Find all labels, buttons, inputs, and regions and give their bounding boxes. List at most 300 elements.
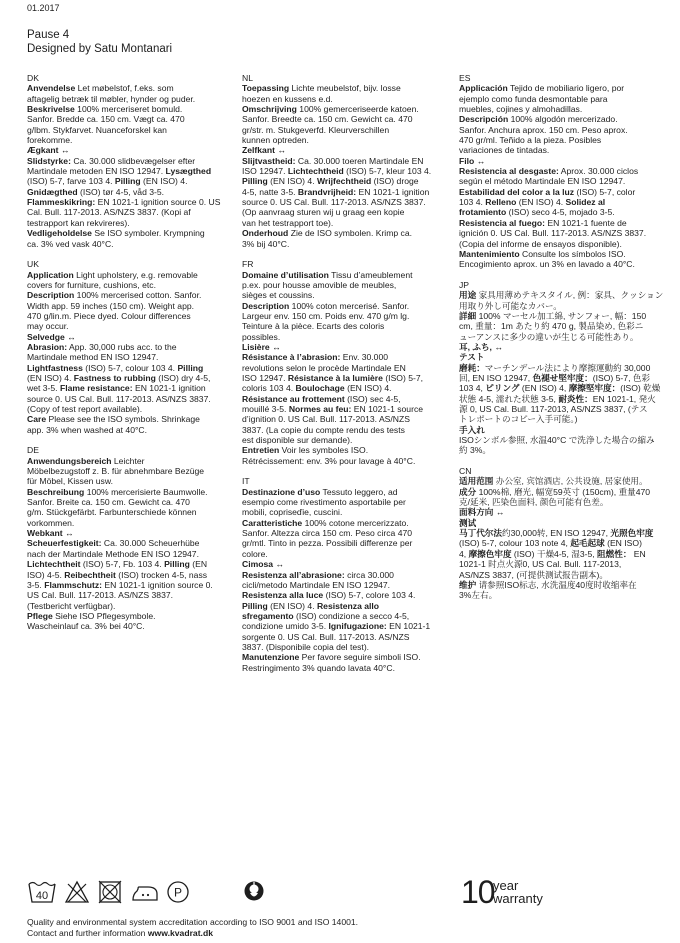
- spec-label: Normes au feu:: [288, 404, 352, 414]
- spec-line: [242, 207, 447, 217]
- spec-text: Sanfor. Breedte ca. 150 cm. Gewicht ca. 470: [242, 114, 413, 125]
- spec-line: [242, 404, 447, 414]
- spec-label: Lightfastness: [27, 362, 83, 373]
- contact-prefix: Contact and further information: [27, 928, 148, 938]
- spec-text: (ISO) 5-7, color: [574, 186, 636, 197]
- spec-label: 测试: [459, 517, 477, 528]
- spec-label: 磨耗：: [459, 362, 485, 373]
- spec-line: [459, 414, 669, 424]
- spec-line: [27, 373, 232, 383]
- eco-certification-icon: [243, 880, 265, 909]
- iron-medium-icon: [130, 880, 160, 909]
- spec-text: (EN ISO) 4.: [140, 176, 188, 187]
- spec-text: mobili, copriseďie, cuscini.: [242, 507, 343, 518]
- spec-line: [242, 104, 447, 114]
- no-bleach-icon: [64, 880, 90, 909]
- spec-line: [459, 425, 669, 435]
- spec-label: ピリング: [485, 383, 520, 394]
- wash-temperature-label: 40: [35, 890, 49, 902]
- spec-text: Tejido de mobiliario ligero, por: [507, 83, 625, 94]
- spec-line: [459, 94, 669, 104]
- spec-text: 100% algodón mercerizado.: [508, 114, 618, 125]
- spec-text: muebles, cojines y almohadillas.: [459, 104, 583, 115]
- website-link[interactable]: www.kvadrat.dk: [147, 928, 213, 938]
- spec-label: 马丁代尔法: [459, 528, 502, 539]
- contact-line: [27, 928, 358, 939]
- spec-text: (ISO) 5-7,: [382, 372, 424, 383]
- spec-line: [27, 590, 232, 600]
- spec-line: [242, 197, 447, 207]
- spec-label: Flammschutz:: [44, 579, 102, 590]
- spec-text: (ISO) 5-7, farve 103 4.: [27, 176, 115, 187]
- spec-label: Ignifugazione:: [328, 621, 387, 632]
- spec-line: [242, 321, 447, 331]
- spec-label: Slijtvastheid:: [242, 155, 296, 166]
- spec-line: [27, 528, 232, 538]
- footer: [27, 917, 358, 939]
- wash-40-icon: [28, 880, 56, 909]
- spec-line: [242, 663, 447, 673]
- spec-text: (ISO) droge: [371, 176, 419, 187]
- spec-line: [459, 197, 669, 207]
- spec-line: [242, 580, 447, 590]
- spec-line: [27, 518, 232, 528]
- spec-line: [27, 239, 232, 249]
- spec-line: [27, 476, 232, 486]
- spec-line: [459, 125, 669, 135]
- spec-text: Restringimento 3% quando lavata 40°C.: [242, 662, 395, 673]
- spec-line: [27, 497, 232, 507]
- spec-label: Mantenimiento: [459, 248, 520, 259]
- spec-line: [242, 373, 447, 383]
- accreditation-note: Quality and environmental system accreditation according to ISO 9001 and ISO 14001.: [27, 917, 359, 927]
- section-it: [242, 476, 447, 673]
- spec-label: Resistencia al fuego:: [459, 217, 545, 228]
- spec-line: [27, 549, 232, 559]
- spec-text: p.ex. pour housse amovible de meubles,: [242, 279, 397, 290]
- spec-line: [459, 228, 669, 238]
- spec-text: 100% mercerised cotton. Sanfor.: [74, 290, 202, 301]
- spec-line: [459, 218, 669, 228]
- spec-label: Solidez al: [565, 197, 606, 208]
- spec-line: [27, 456, 232, 466]
- spec-label: Resistencia al desgaste:: [459, 166, 559, 177]
- spec-text: 3837. (Disponibile copia del test).: [242, 641, 370, 652]
- selvedge-arrow-icon: ↔: [62, 528, 74, 539]
- spec-text: EN 1021-1: [386, 621, 431, 632]
- section-jp: [459, 280, 669, 456]
- spec-label: テスト: [459, 352, 485, 363]
- language-code: CN: [459, 466, 472, 477]
- spec-line: [459, 135, 669, 145]
- spec-text: (ISO) condizione a secco 4-5,: [293, 610, 410, 621]
- spec-text: aftagelig betræk til møbler, hynder og puder.: [27, 93, 196, 104]
- spec-line: [459, 145, 669, 155]
- spec-line: [242, 601, 447, 611]
- spec-line: [459, 176, 669, 186]
- spec-text: Env. 30.000: [340, 352, 389, 363]
- spec-line: [459, 166, 669, 176]
- spec-text: mouillé 3-5.: [242, 404, 289, 414]
- spec-text: variaciones de tintadas.: [459, 145, 550, 156]
- spec-line: [242, 270, 447, 280]
- selvedge-arrow-icon: ↔: [269, 341, 281, 352]
- spec-label: Descripción: [459, 114, 509, 125]
- spec-line: [459, 559, 669, 569]
- spec-text: (EN: [189, 559, 208, 570]
- spec-line: [459, 114, 669, 124]
- selvedge-arrow-icon: ↔: [491, 341, 503, 352]
- spec-text: Cal. Bull. 117-2013. AS/NZS 3837. (Kopi af: [27, 207, 191, 218]
- spec-label: Flame resistance:: [59, 383, 133, 394]
- spec-label: Résistance à l’abrasion:: [242, 352, 341, 363]
- spec-line: [27, 187, 232, 197]
- spec-text: 100% merceriseret bomuld.: [74, 104, 183, 115]
- column-left: [27, 73, 232, 642]
- selvedge-arrow-icon: ↔: [474, 155, 486, 166]
- column-middle: [242, 73, 447, 683]
- spec-text: Sanfor. Bredde ca. 150 cm. Vægt ca. 470: [27, 114, 185, 125]
- spec-line: [27, 197, 232, 207]
- spec-line: [459, 497, 669, 507]
- product-heading: [27, 28, 172, 56]
- spec-text: Martindale method EN ISO 12947.: [27, 352, 159, 363]
- section-de: [27, 445, 232, 631]
- spec-text: coloris 103 4.: [242, 383, 296, 394]
- spec-text: testrapport kan rekvireres).: [27, 217, 130, 228]
- spec-text: sièges et coussins.: [242, 290, 315, 301]
- section-nl: [242, 73, 447, 249]
- spec-text: Light upholstery, e.g. removable: [73, 269, 198, 280]
- spec-label: Ægkant: [27, 145, 59, 156]
- spec-text: 100% mercerisierte Baumwolle.: [84, 486, 208, 497]
- spec-label: Wrijfechtheid: [316, 176, 372, 187]
- spec-label: Vedligeholdelse: [27, 228, 92, 239]
- spec-text: Voir les symboles ISO.: [279, 445, 369, 456]
- spec-label: Pilling: [164, 559, 190, 570]
- spec-text: EN: [631, 548, 646, 559]
- spec-text: Se ISO symboler. Krympning: [91, 228, 205, 239]
- section-cn: [459, 466, 669, 600]
- spec-label: Lichtechtheit: [27, 559, 81, 570]
- spec-label: Webkant: [27, 528, 63, 539]
- spec-line: [27, 559, 232, 569]
- spec-text: (ISO) 5-7, Fb. 103 4.: [80, 559, 165, 570]
- spec-text: Wascheinlauf ca. 3% bei 40°C.: [27, 621, 145, 632]
- spec-text: Please see the ISO symbols. Shrinkage: [46, 414, 200, 425]
- spec-label: 色褪せ堅牢度：: [532, 372, 593, 383]
- spec-label: 手入れ: [459, 424, 485, 435]
- section-dk: [27, 73, 232, 249]
- spec-text: est disponible sur demande).: [242, 435, 353, 446]
- spec-line: [27, 342, 232, 352]
- spec-text: esempio come rivestimento asportabile per: [242, 497, 406, 508]
- selvedge-arrow-icon: ↔: [58, 145, 70, 156]
- spec-line: [242, 497, 447, 507]
- spec-label: Resistenza allo: [316, 600, 380, 611]
- spec-line: [459, 311, 669, 321]
- spec-line: [27, 218, 232, 228]
- spec-line: [459, 187, 669, 197]
- spec-text: Sanfor. Breite ca. 150 cm. Gewicht ca. 470: [27, 497, 190, 508]
- spec-text: ISO) 4-5.: [27, 569, 65, 580]
- spec-line: [459, 363, 669, 373]
- spec-label: Lisière: [242, 341, 270, 352]
- spec-text: EN 1021-1 ignition: [132, 383, 206, 394]
- spec-text: (ISO) 5-7, colore 103 4.: [323, 590, 416, 601]
- spec-text: g/lbm. Stykfarvet. Nuanceforskel kan: [27, 124, 167, 135]
- spec-text: Consulte los símbolos ISO.: [519, 248, 626, 259]
- spec-label: Pilling: [242, 176, 268, 187]
- spec-text: colore.: [242, 548, 268, 559]
- spec-text: (ISO) dry 4-5,: [155, 372, 211, 383]
- spec-label: Beskrivelse: [27, 104, 75, 115]
- spec-line: [27, 404, 232, 414]
- spec-text: Siehe ISO Pflegesymbole.: [52, 610, 156, 621]
- spec-line: [459, 156, 669, 166]
- spec-line: [27, 321, 232, 331]
- spec-text: US Cal. Bull. 117-2013. AS/NZS 3837.: [27, 590, 174, 601]
- spec-text: (EN ISO) 4.: [267, 600, 317, 611]
- spec-line: [27, 383, 232, 393]
- spec-text: 約 3%。: [459, 445, 491, 456]
- spec-text: d’ignition 0. US Cal. Bull. 117-2013. AS/NZS: [242, 414, 410, 425]
- spec-label: 摩擦色牢度: [468, 548, 512, 559]
- section-uk: [27, 259, 232, 435]
- spec-line: [459, 352, 669, 362]
- spec-line: [242, 425, 447, 435]
- spec-line: [459, 249, 669, 259]
- spec-line: [242, 538, 447, 548]
- spec-text: 4-5, natte 3-5.: [242, 186, 298, 197]
- spec-label: 光照色牢度: [610, 528, 654, 539]
- spec-label: Beschreibung: [27, 486, 85, 497]
- spec-text: ignición 0. US Cal. Bull. 117-2013. AS/NZS 3837.: [459, 228, 647, 239]
- spec-line: [242, 114, 447, 124]
- spec-label: Description: [27, 290, 75, 301]
- section-es: [459, 73, 669, 270]
- spec-line: [459, 239, 669, 249]
- selvedge-arrow-icon: ↔: [493, 507, 505, 518]
- spec-label: 起毛起球: [570, 538, 605, 549]
- spec-text: (ISO) 干燥4-5, 湿3-5,: [511, 548, 598, 559]
- spec-label: Lysægthed: [165, 166, 212, 177]
- spec-text: 3% bij 40°C.: [242, 238, 290, 249]
- spec-text: cicli/metodo Martindale EN ISO 12947.: [242, 579, 391, 590]
- spec-label: Pilling: [114, 176, 141, 187]
- spec-line: [27, 280, 232, 290]
- spec-text: Aprox. 30.000 ciclos: [558, 166, 639, 177]
- spec-line: [27, 176, 232, 186]
- spec-text: g/m. Stückgefärbt. Farbunterschiede können: [27, 507, 197, 518]
- spec-text: app. 3% when washed at 40°C.: [27, 424, 148, 435]
- spec-text: Tessuto leggero, ad: [320, 486, 398, 497]
- spec-line: [242, 94, 447, 104]
- spec-text: (ISO) trocken 4-5, nass: [115, 569, 208, 580]
- spec-text: (Testbericht verfügbar).: [27, 600, 116, 611]
- spec-text: 100% gemerceriseerde katoen.: [296, 104, 419, 115]
- spec-label: Application: [27, 269, 74, 280]
- spec-line: [459, 83, 669, 93]
- spec-line: [242, 218, 447, 228]
- spec-label: 面料方向: [459, 507, 494, 518]
- spec-line: [242, 83, 447, 93]
- spec-line: [27, 104, 232, 114]
- spec-text: ISO 12947.: [242, 372, 288, 383]
- spec-line: [242, 352, 447, 362]
- spec-text: (EN ISO) 4.: [27, 372, 74, 383]
- spec-text: (ISO) sec 4-5,: [344, 393, 401, 404]
- spec-text: (ISO) seco 4-5, mojado 3-5.: [506, 207, 615, 218]
- spec-text: EN 1021-1 fuente de: [544, 217, 627, 228]
- spec-label: 摩擦堅牢度：: [568, 383, 621, 394]
- spec-line: [27, 270, 232, 280]
- spec-text: cm, 重量：1m あたり約 470 g, 製品染め, 色彩ニ: [459, 321, 644, 332]
- spec-line: [27, 363, 232, 373]
- spec-label: Anvendelse: [27, 83, 76, 94]
- spec-text: covers for furniture, cushions, etc.: [27, 279, 156, 290]
- spec-line: [242, 187, 447, 197]
- spec-label: Fastness to rubbing: [73, 372, 156, 383]
- spec-line: [242, 590, 447, 600]
- spec-line: [27, 580, 232, 590]
- spec-line: [242, 156, 447, 166]
- spec-line: [27, 601, 232, 611]
- spec-line: [459, 570, 669, 580]
- spec-label: Entretien: [242, 445, 280, 456]
- spec-line: [242, 445, 447, 455]
- spec-label: Pilling: [177, 362, 204, 373]
- spec-label: Slidstyrke:: [27, 155, 71, 166]
- spec-text: Möbelbezugstoff z. B. für abnehmbare Bezüge: [27, 466, 205, 477]
- spec-line: [459, 435, 669, 445]
- spec-text: ューアンスに多少の違いが生じる可能性あり。: [459, 331, 639, 342]
- spec-text: source 0. US Cal. Bull. 117-2013. AS/NZS 3837.: [242, 197, 426, 208]
- spec-label: Onderhoud: [242, 228, 289, 239]
- spec-line: [459, 487, 669, 497]
- spec-text: según el método Martindale EN ISO 12947.: [459, 176, 626, 187]
- spec-text: AS/NZS 3837, (可提供测试报告副本)。: [459, 569, 608, 580]
- warranty-years: 10: [461, 874, 495, 910]
- spec-line: [459, 373, 669, 383]
- spec-text: (EN ISO) 4,: [519, 383, 569, 394]
- spec-line: [242, 456, 447, 466]
- spec-line: [242, 570, 447, 580]
- spec-label: 维护: [459, 579, 477, 590]
- spec-line: [242, 363, 447, 373]
- spec-text: Sanfor. Altezza circa 150 cm. Peso circa 470: [242, 528, 413, 539]
- spec-line: [242, 280, 447, 290]
- spec-line: [242, 394, 447, 404]
- spec-text: (EN ISO) 4.: [267, 176, 317, 187]
- spec-line: [242, 290, 447, 300]
- spec-text: Teinture à la pièce. Ecarts des coloris: [242, 321, 385, 332]
- spec-line: [242, 383, 447, 393]
- spec-text: App. 30,000 rubs acc. to the: [67, 341, 177, 352]
- spec-label: 耳, ふち,: [459, 341, 492, 352]
- spec-text: EN 1021-1, 発火: [592, 393, 656, 404]
- spec-text: Ca. 30.000 slidbevægelser efter: [70, 155, 196, 166]
- spec-text: 470 g/lin.m. Piece dyed. Colour differences: [27, 310, 191, 321]
- language-code: UK: [27, 259, 39, 270]
- spec-text: 4,: [459, 548, 469, 559]
- spec-text: (ISO) 5-7, 色彩: [592, 372, 651, 383]
- spec-line: [27, 487, 232, 497]
- spec-line: [242, 528, 447, 538]
- spec-text: ejemplo como funda desmontable para: [459, 93, 608, 104]
- spec-label: Toepassing: [242, 83, 290, 94]
- spec-line: [242, 487, 447, 497]
- spec-text: Martindale metoden EN ISO 12947.: [27, 166, 166, 177]
- spec-line: [27, 207, 232, 217]
- spec-text: Ca. 30.000 toeren Martindale EN: [295, 155, 424, 166]
- spec-text: マーチンデール法により摩擦運動約 30,000: [484, 362, 651, 373]
- spec-line: [459, 476, 669, 486]
- spec-line: [242, 176, 447, 186]
- spec-label: Pflege: [27, 610, 53, 621]
- spec-text: sorgente 0. US Cal. Bull. 117-2013. AS/NZS: [242, 631, 410, 642]
- spec-line: [27, 228, 232, 238]
- spec-line: [242, 332, 447, 342]
- language-code: DK: [27, 73, 39, 83]
- spec-label: Care: [27, 414, 47, 425]
- spec-text: ca. 3% ved vask 40°C.: [27, 238, 114, 249]
- language-code: NL: [242, 73, 253, 83]
- spec-text: EN 1021-1 ignition source 0. US: [95, 197, 221, 208]
- spec-text: hoezen en kussens e.d.: [242, 93, 333, 104]
- spec-text: Zie de ISO symbolen. Krimp ca.: [288, 228, 413, 239]
- spec-text: Leichter: [111, 455, 145, 466]
- selvedge-arrow-icon: ↔: [274, 145, 286, 156]
- spec-label: Estabilidad del color a la luz: [459, 186, 575, 197]
- spec-text: (Op aanvraag sturen wij u graag een kopie: [242, 207, 405, 218]
- spec-line: [27, 332, 232, 342]
- spec-text: 回, EN ISO 12947,: [459, 372, 533, 383]
- spec-label: 适用范围: [459, 476, 494, 487]
- spec-line: [242, 652, 447, 662]
- spec-label: Reibechtheit: [64, 569, 116, 580]
- spec-label: Lichtechtheid: [287, 166, 344, 177]
- spec-text: (EN ISO): [604, 538, 642, 549]
- spec-label: Applicación: [459, 83, 508, 94]
- spec-text: possibles.: [242, 331, 281, 342]
- spec-text: (Copy of test report available).: [27, 404, 143, 414]
- spec-text: source 0. US Cal. Bull. 117-2013. AS/NZS 3837.: [27, 393, 211, 404]
- spec-label: Gnidægthed: [27, 186, 78, 197]
- spec-label: 詳細: [459, 310, 477, 321]
- spec-line: [242, 135, 447, 145]
- spec-line: [459, 332, 669, 342]
- spec-text: Per favore seguire simboli ISO.: [299, 652, 421, 663]
- spec-label: Resistenza alla luce: [242, 590, 324, 601]
- spec-line: [242, 166, 447, 176]
- spec-line: [242, 632, 447, 642]
- spec-label: Boulochage: [295, 383, 345, 394]
- spec-label: frotamiento: [459, 207, 507, 218]
- spec-text: ISO 12947.: [242, 166, 288, 177]
- document-date: 01.2017: [27, 3, 60, 13]
- no-tumble-dry-icon: [98, 880, 122, 909]
- spec-line: [459, 321, 669, 331]
- spec-text: 3837. (La copie du compte rendu des tests: [242, 424, 405, 435]
- spec-text: may occur.: [27, 321, 69, 332]
- spec-text: 470 gr/ml. Teñido a la pieza. Posibles: [459, 135, 602, 146]
- spec-text: Sanfor. Anchura aprox. 150 cm. Peso aprox.: [459, 124, 628, 135]
- spec-line: [27, 125, 232, 135]
- spec-text: 103 4.: [459, 197, 486, 208]
- spec-text: (ISO) 乾燥: [620, 383, 661, 394]
- spec-label: Pilling: [242, 600, 268, 611]
